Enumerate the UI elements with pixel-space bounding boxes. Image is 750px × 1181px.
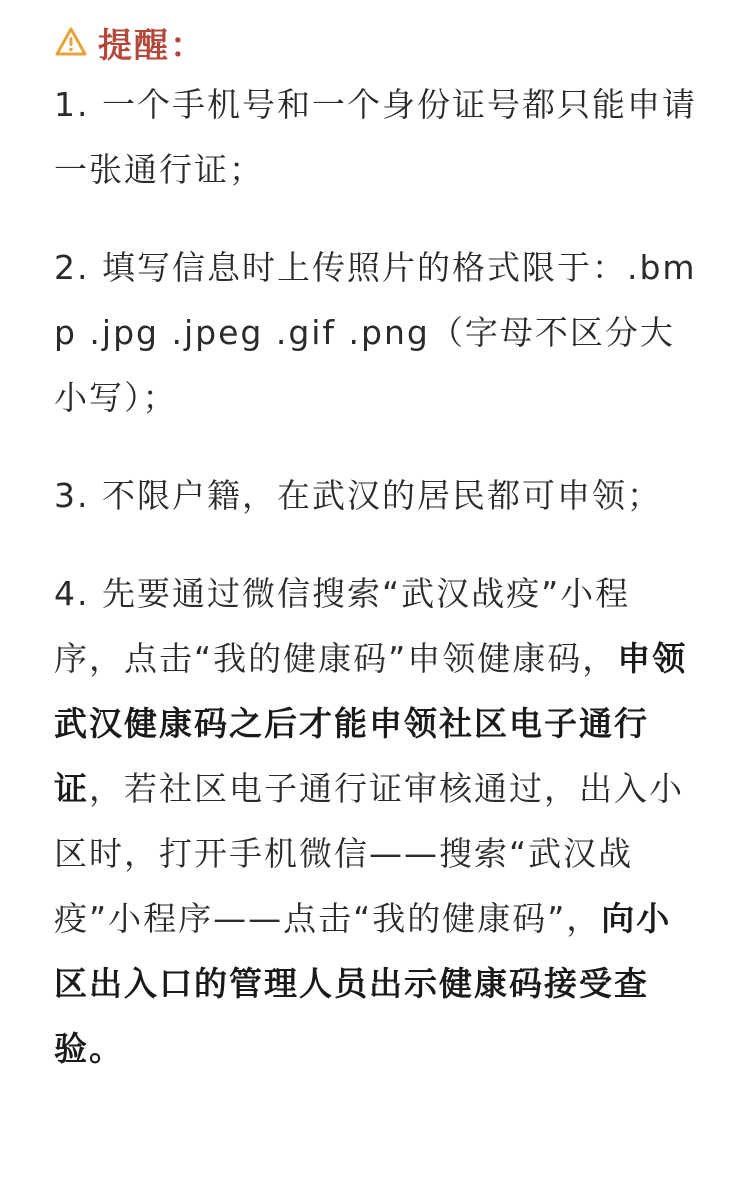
reminder-title: 提醒： (98, 25, 206, 66)
item-4-text-part1: 4. 先要通过微信搜索“武汉战疫”小程序，点击“我的健康码”申领健康码， (54, 574, 631, 678)
reminder-item-1: 1. 一个手机号和一个身份证号都只能申请一张通行证； (54, 85, 697, 189)
item-4-bold-part2: 向小区出入口的管理人员出示健康码接受查验。 (54, 899, 672, 1068)
item-4-bold-part1: 申领武汉健康码之后才能申领社区电子通行证 (54, 639, 688, 808)
reminder-item-4 (54, 561, 700, 1081)
warning-icon (54, 26, 88, 58)
reminder-item-3: 3. 不限户籍，在武汉的居民都可申领； (54, 476, 662, 515)
item-4-text-part2: ，若社区电子通行证审核通过，出入小区时，打开手机微信——搜索“武汉战疫”小程序——点击“我的健康码”， (54, 769, 684, 938)
reminder-heading (54, 18, 700, 66)
reminder-item-2: 2. 填写信息时上传照片的格式限于：.bmp .jpg .jpeg .gif .png（字母不区分大小写）； (54, 248, 697, 417)
